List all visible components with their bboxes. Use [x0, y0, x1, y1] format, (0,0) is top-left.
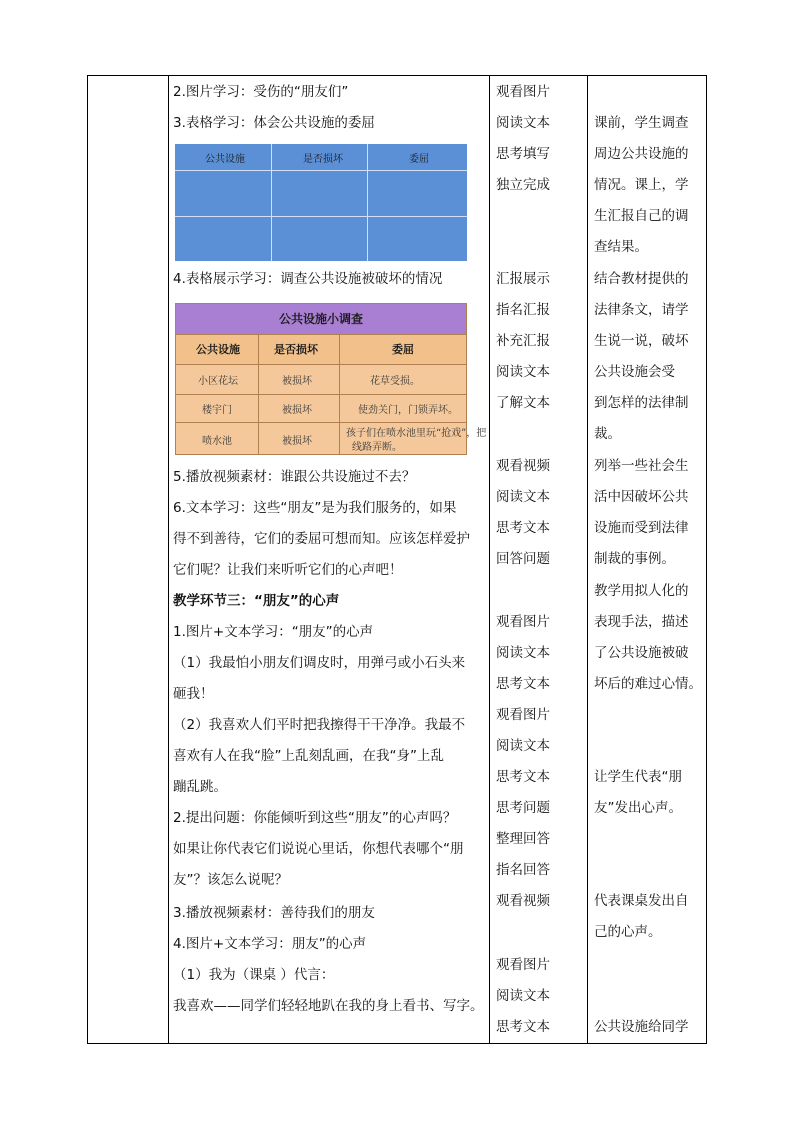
intent-line: 代表课桌发出自	[594, 893, 689, 909]
survey-header-cell: 是否损坏	[274, 343, 318, 356]
activity-line: 整理回答	[496, 831, 550, 847]
intent-line: 己的心声。	[594, 924, 662, 940]
survey-cell: 使劲关门，门锁弄坏。	[358, 405, 458, 416]
activity-line: 指名回答	[496, 862, 550, 878]
table-header-cell: 委屈	[409, 154, 429, 165]
content-line: 3.播放视频素材：善待我们的朋友	[173, 905, 375, 921]
content-line: （1）我为（课桌 ）代言：	[173, 967, 335, 983]
intent-line: 表现手法，描述	[594, 614, 689, 630]
intent-line: 结合教材提供的	[594, 271, 689, 287]
intent-line: 课前，学生调查	[594, 115, 689, 131]
survey-table-title: 公共设施小调查	[176, 304, 466, 334]
activity-line: 思考填写	[496, 146, 550, 162]
table-header-cell: 是否损坏	[303, 154, 343, 165]
survey-cell: 孩子们在喷水池里玩“抢戏”，把	[346, 428, 487, 439]
intent-line: 查结果。	[594, 239, 648, 255]
content-line: （2）我喜欢人们平时把我擦得干干净净。我最不	[173, 717, 466, 733]
intent-line: 列举一些社会生	[594, 458, 689, 474]
survey-header-cell: 公共设施	[196, 343, 240, 356]
activity-line: 汇报展示	[496, 271, 550, 287]
intent-line: 情况。课上，学	[594, 177, 689, 193]
content-line: 砸我！	[173, 686, 214, 702]
intent-line: 让学生代表“朋	[594, 769, 682, 785]
activity-line: 阅读文本	[496, 645, 550, 661]
intent-line: 公共设施给同学	[594, 1019, 689, 1035]
activity-line: 思考文本	[496, 1019, 550, 1035]
activity-line: 阅读文本	[496, 988, 550, 1004]
survey-cell: 小区花坛	[198, 376, 238, 387]
activity-line: 补充汇报	[496, 333, 550, 349]
content-line: 友”？该怎么说呢？	[173, 872, 288, 888]
content-line: 2.图片学习：受伤的“朋友们”	[173, 84, 349, 100]
activity-line: 指名汇报	[496, 302, 550, 318]
survey-cell: 被损坏	[282, 405, 312, 416]
survey-cell: 被损坏	[282, 436, 312, 447]
activity-line: 回答问题	[496, 551, 550, 567]
content-line: 5.播放视频素材：谁跟公共设施过不去？	[173, 469, 416, 485]
survey-cell: 被损坏	[282, 376, 312, 387]
activity-line: 观看视频	[496, 458, 550, 474]
content-line: 4.图片+文本学习：朋友”的心声	[173, 936, 367, 952]
activity-line: 思考文本	[496, 769, 550, 785]
column-divider	[587, 76, 588, 1043]
activity-line: 思考文本	[496, 676, 550, 692]
intent-line: 设施而受到法律	[594, 520, 689, 536]
survey-cell: 喷水池	[202, 436, 232, 447]
content-line: 喜欢有人在我“脸”上乱刻乱画，在我“身”上乱	[173, 748, 444, 764]
intent-line: 法律条文，请学	[594, 302, 689, 318]
intent-line: 教学用拟人化的	[594, 583, 689, 599]
activity-line: 观看图片	[496, 707, 550, 723]
activity-line: 阅读文本	[496, 115, 550, 131]
intent-line: 周边公共设施的	[594, 146, 689, 162]
intent-line: 公共设施会受	[594, 364, 675, 380]
intent-line: 坏后的难过心情。	[594, 676, 702, 692]
activity-line: 阅读文本	[496, 489, 550, 505]
intent-line: 制裁的事例。	[594, 551, 675, 567]
intent-line: 裁。	[594, 426, 621, 442]
content-line: 如果让你代表它们说说心里话，你想代表哪个“朋	[173, 841, 464, 857]
activity-line: 阅读文本	[496, 738, 550, 754]
activity-line: 了解文本	[496, 395, 550, 411]
table-header-cell: 公共设施	[205, 154, 245, 165]
activity-line: 独立完成	[496, 177, 550, 193]
survey-cell: 楼宇门	[202, 405, 232, 416]
activity-line: 阅读文本	[496, 364, 550, 380]
content-line: 1.图片+文本学习：“朋友”的心声	[173, 624, 374, 640]
intent-line: 生汇报自己的调	[594, 208, 689, 224]
content-line: 它们呢？让我们来听听它们的心声吧！	[173, 562, 403, 578]
survey-header-cell: 委屈	[392, 343, 414, 356]
section-heading: 教学环节三：“朋友”的心声	[173, 593, 340, 609]
column-divider	[489, 76, 490, 1043]
survey-table	[175, 303, 487, 455]
activity-line: 思考文本	[496, 520, 550, 536]
intent-line: 了公共设施被破	[594, 645, 689, 661]
content-line: 3.表格学习：体会公共设施的委屈	[173, 115, 375, 131]
survey-cell: 花草受损。	[370, 376, 420, 387]
survey-cell: 线路弄断。	[352, 442, 402, 453]
intent-line: 友”发出心声。	[594, 800, 682, 816]
intent-line: 活中因破坏公共	[594, 489, 689, 505]
content-line: 6.文本学习：这些“朋友”是为我们服务的，如果	[173, 500, 457, 516]
grievance-table	[175, 144, 467, 261]
content-line: 2.提出问题：你能倾听到这些“朋友”的心声吗？	[173, 810, 457, 826]
intent-line: 生说一说，破坏	[594, 333, 689, 349]
column-divider	[168, 76, 169, 1043]
activity-line: 观看视频	[496, 893, 550, 909]
activity-line: 思考问题	[496, 800, 550, 816]
activity-line: 观看图片	[496, 84, 550, 100]
content-line: 我喜欢——同学们轻轻地趴在我的身上看书、写字。	[173, 998, 484, 1014]
activity-line: 观看图片	[496, 614, 550, 630]
content-line: 蹦乱跳。	[173, 779, 227, 795]
content-line: 4.表格展示学习：调查公共设施被破坏的情况	[173, 271, 443, 287]
content-line: 得不到善待，它们的委屈可想而知。应该怎样爱护	[173, 531, 470, 547]
content-line: （1）我最怕小朋友们调皮时，用弹弓或小石头来	[173, 655, 466, 671]
intent-line: 到怎样的法律制	[594, 395, 689, 411]
activity-line: 观看图片	[496, 957, 550, 973]
